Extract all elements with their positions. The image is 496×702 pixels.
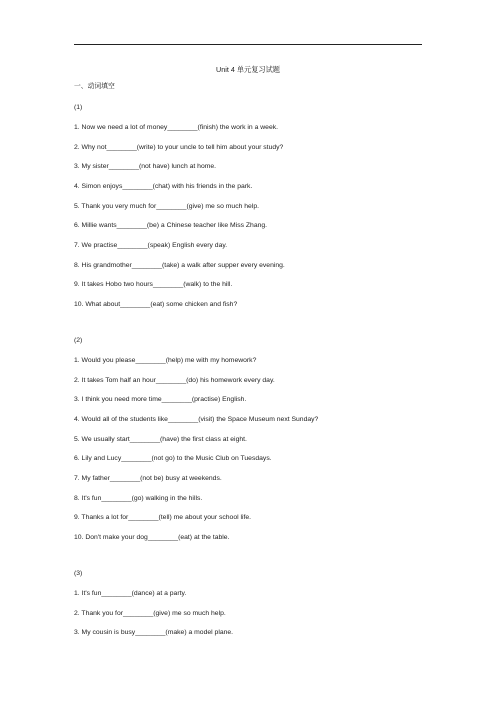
section-heading: 一、动词填空 (74, 83, 115, 90)
question-item: 8. His grandmother________(take) a walk after supper every evening. (74, 262, 285, 269)
question-item: 1. Would you please________(help) me with my homework? (74, 357, 257, 364)
question-item: 4. Would all of the students like________(visit) the Space Museum next Sunday? (74, 416, 319, 423)
question-item: 9. Thanks a lot for________(tell) me about your school life. (74, 514, 252, 521)
question-item: 5. We usually start________(have) the first class at eight. (74, 436, 247, 443)
page-title: Unit 4 单元复习试题 (216, 65, 280, 74)
question-item: 10. What about________(eat) some chicken and fish? (74, 301, 238, 308)
group-label: (2) (74, 337, 83, 344)
header-rule (74, 44, 422, 45)
question-item: 10. Don't make your dog________(eat) at the table. (74, 534, 230, 541)
question-item: 2. It takes Tom half an hour________(do) his homework every day. (74, 377, 275, 384)
group-label: (1) (74, 104, 83, 111)
question-item: 5. Thank you very much for________(give) me so much help. (74, 203, 259, 210)
question-item: 4. Simon enjoys________(chat) with his friends in the park. (74, 183, 253, 190)
question-item: 8. It's fun________(go) walking in the hills. (74, 495, 203, 502)
question-item: 2. Why not________(write) to your uncle to tell him about your study? (74, 144, 284, 151)
question-item: 1. Now we need a lot of money________(finish) the work in a week. (74, 124, 279, 131)
question-item: 3. I think you need more time________(practise) English. (74, 396, 247, 403)
question-item: 3. My sister________(not have) lunch at home. (74, 163, 217, 170)
question-item: 3. My cousin is busy________(make) a model plane. (74, 629, 234, 636)
question-item: 2. Thank you for________(give) me so much help. (74, 610, 226, 617)
question-item: 6. Lily and Lucy________(not go) to the Music Club on Tuesdays. (74, 455, 272, 462)
question-item: 7. We practise________(speak) English every day. (74, 242, 228, 249)
question-item: 7. My father________(not be) busy at weekends. (74, 475, 222, 482)
question-item: 9. It takes Hobo two hours________(walk) to the hill. (74, 281, 233, 288)
group-label: (3) (74, 570, 83, 577)
question-item: 1. It's fun________(dance) at a party. (74, 590, 187, 597)
question-item: 6. Millie wants________(be) a Chinese teacher like Miss Zhang. (74, 222, 268, 229)
